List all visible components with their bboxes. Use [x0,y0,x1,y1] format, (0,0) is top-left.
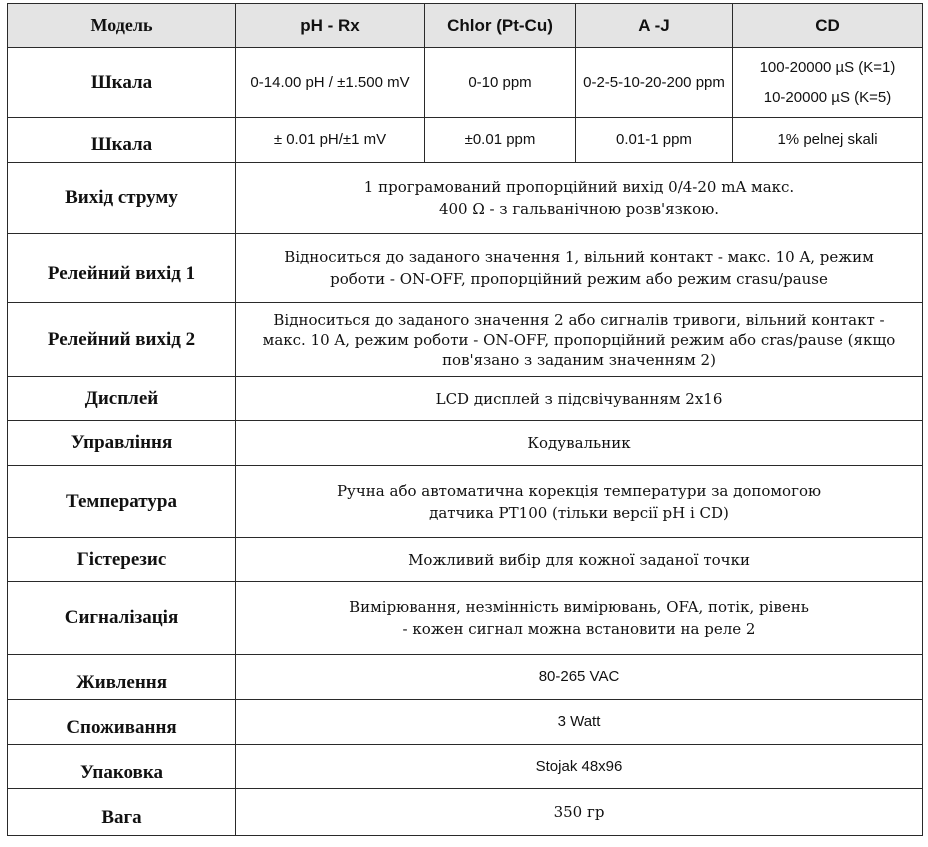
relay-1-line-2: роботи - ON-OFF, пропорційний режим або режим crasu/pause [330,270,828,288]
cell-resolution-ph: ± 0.01 pH/±1 mV [236,118,425,163]
row-relay-1 [8,234,923,303]
temperature-line-1: Ручна або автоматична корекція температури за допомогою [336,481,822,500]
row-label-scale-resolution: Шкала [8,118,236,163]
relay-2-line-3: пов'язано з заданим значенням 2) [442,350,716,369]
header-model: Модель [8,4,236,48]
row-scale-resolution [8,118,923,163]
row-label-temperature: Температура [8,466,236,538]
cell-resolution-aj: 0.01-1 ppm [576,118,733,163]
row-housing [8,745,923,789]
row-label-weight: Вага [8,789,236,836]
row-scale-range [8,48,923,118]
cell-resolution-chlor: ±0.01 ppm [425,118,576,163]
row-label-power: Живлення [8,655,236,700]
row-power [8,655,923,700]
current-output-line-1: 1 програмований пропорційний вихід 0/4-20 mA макс. [363,178,795,196]
header-cd: CD [733,4,923,48]
row-label-relay-2: Релейний вихід 2 [8,303,236,377]
row-label-display: Дисплей [8,377,236,421]
row-label-relay-1: Релейний вихід 1 [8,234,236,303]
row-label-control: Управління [8,421,236,466]
cell-housing: Stojak 48x96 [236,745,923,789]
row-label-housing: Упаковка [8,745,236,789]
row-label-hysteresis: Гістерезис [8,538,236,582]
current-output-line-2: 400 Ω - з гальванічною розв'язкою. [438,200,720,218]
relay-2-line-2: макс. 10 A, режим роботи - ON-OFF, пропорційний режим або cras/pause (якщо [262,330,896,349]
spec-table [7,3,923,836]
row-relay-2 [8,303,923,377]
cell-power: 80-265 VAC [236,655,923,700]
row-temperature [8,466,923,538]
header-row [8,4,923,48]
row-label-signaling: Сигналізація [8,582,236,655]
row-label-current-output: Вихід струму [8,163,236,234]
cell-relay-1 [236,234,923,303]
temperature-line-2: датчика PT100 (тільки версії pH і CD) [429,503,729,522]
cell-resolution-cd: 1% pelnej skali [733,118,923,163]
cell-weight: 350 гр [236,789,923,836]
row-current-output [8,163,923,234]
cd-range-k1: 100-20000 µS (K=1) [759,58,896,76]
cell-signaling [236,582,923,655]
cell-hysteresis: Можливий вибір для кожної заданої точки [236,538,923,582]
row-label-scale-range: Шкала [8,48,236,118]
row-signaling [8,582,923,655]
header-ph-rx: pH - Rx [236,4,425,48]
row-label-consumption: Споживання [8,700,236,745]
cell-relay-2 [236,303,923,377]
cd-range-k5: 10-20000 µS (K=5) [763,88,892,106]
cell-control: Кодувальник [236,421,923,466]
row-hysteresis [8,538,923,582]
header-aj: A -J [576,4,733,48]
cell-scale-range-aj: 0-2-5-10-20-200 ppm [576,48,733,118]
cell-scale-range-cd [733,48,923,118]
row-control [8,421,923,466]
row-weight [8,789,923,836]
cell-scale-range-chlor: 0-10 ppm [425,48,576,118]
signaling-line-2: - кожен сигнал можна встановити на реле 2 [402,620,756,638]
cell-consumption: 3 Watt [236,700,923,745]
relay-1-line-1: Відноситься до заданого значення 1, вільний контакт - макс. 10 A, режим [284,248,874,266]
row-consumption [8,700,923,745]
cell-scale-range-ph: 0-14.00 pH / ±1.500 mV [236,48,425,118]
relay-2-line-1: Відноситься до заданого значення 2 або сигналів тривоги, вільний контакт - [273,310,885,329]
signaling-line-1: Вимірювання, незмінність вимірювань, OFA, потік, рівень [349,598,809,616]
cell-temperature [236,466,923,538]
cell-display: LCD дисплей з підсвічуванням 2x16 [236,377,923,421]
cell-current-output [236,163,923,234]
row-display [8,377,923,421]
header-chlor: Chlor (Pt-Cu) [425,4,576,48]
